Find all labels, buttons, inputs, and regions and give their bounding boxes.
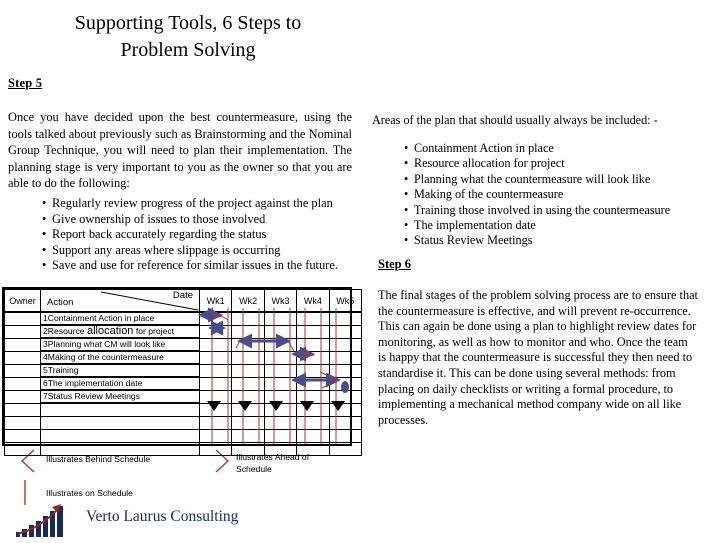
week-cell[interactable] bbox=[329, 339, 361, 352]
legend-ahead-line2: Schedule bbox=[236, 463, 272, 474]
step5-heading: Step 5 bbox=[8, 76, 43, 90]
week-cell[interactable] bbox=[297, 443, 329, 456]
week-cell[interactable] bbox=[329, 378, 361, 391]
table-row[interactable] bbox=[5, 326, 362, 339]
row-number: 3 bbox=[43, 339, 48, 349]
list-item-label: Containment Action in place bbox=[414, 141, 554, 155]
action-cell[interactable] bbox=[41, 378, 200, 391]
gantt-header-week bbox=[297, 290, 329, 313]
week-cell[interactable] bbox=[232, 365, 264, 378]
action-cell[interactable] bbox=[41, 404, 200, 417]
owner-cell[interactable] bbox=[5, 339, 41, 352]
bullet-icon: • bbox=[404, 156, 409, 171]
list-item bbox=[404, 187, 720, 202]
week-cell[interactable] bbox=[264, 417, 296, 430]
list-item-label: Support any areas where slippage is occurring bbox=[52, 242, 281, 257]
week-cell[interactable] bbox=[297, 312, 329, 326]
legend-behind-label: Illustrates Behind Schedule bbox=[46, 454, 151, 464]
bullet-icon: • bbox=[42, 227, 47, 242]
gantt-header-date-label: Date bbox=[172, 290, 193, 301]
list-item bbox=[404, 218, 720, 233]
table-row-empty[interactable] bbox=[5, 404, 362, 417]
gantt-header-action-label: Action bbox=[47, 297, 74, 308]
week-cell[interactable] bbox=[200, 339, 232, 352]
legend-on-schedule-label: Illustrates on Schedule bbox=[46, 488, 133, 498]
gantt-header-owner bbox=[5, 290, 41, 313]
row-text-emphasis: allocation bbox=[86, 325, 134, 337]
bullet-icon: • bbox=[42, 258, 47, 273]
gantt-header-owner-label: Owner bbox=[9, 295, 36, 306]
week-cell[interactable] bbox=[264, 312, 296, 326]
row-number: 2 bbox=[43, 326, 48, 336]
gantt-header-action-date bbox=[41, 290, 200, 313]
week-cell[interactable] bbox=[297, 352, 329, 365]
action-label bbox=[41, 326, 199, 338]
week-cell[interactable] bbox=[232, 326, 264, 339]
week-label: Wk3 bbox=[271, 295, 290, 306]
bullet-icon: • bbox=[404, 171, 409, 186]
plan-areas-bullet-list bbox=[404, 141, 720, 249]
step5-bullet-list bbox=[42, 196, 352, 274]
week-cell[interactable] bbox=[329, 430, 361, 443]
week-cell[interactable] bbox=[264, 352, 296, 365]
week-cell[interactable] bbox=[200, 404, 232, 417]
week-cell[interactable] bbox=[200, 417, 232, 430]
table-row[interactable] bbox=[5, 352, 362, 365]
week-label: Wk4 bbox=[303, 295, 322, 306]
week-cell[interactable] bbox=[200, 391, 232, 404]
week-cell[interactable] bbox=[329, 352, 361, 365]
owner-cell[interactable] bbox=[5, 391, 41, 404]
action-cell[interactable] bbox=[41, 443, 200, 456]
list-item bbox=[42, 258, 352, 274]
list-item-label: Give ownership of issues to those involved bbox=[52, 211, 266, 226]
week-label: Wk1 bbox=[206, 295, 225, 306]
list-item bbox=[404, 203, 720, 218]
gantt-header-week bbox=[232, 290, 264, 313]
owner-cell[interactable] bbox=[5, 443, 41, 456]
week-cell[interactable] bbox=[297, 365, 329, 378]
owner-cell[interactable] bbox=[5, 378, 41, 391]
action-label bbox=[41, 313, 199, 325]
action-cell[interactable] bbox=[41, 312, 200, 326]
week-cell[interactable] bbox=[264, 391, 296, 404]
owner-cell[interactable] bbox=[5, 365, 41, 378]
action-label bbox=[41, 391, 199, 403]
row-text: The implementation date bbox=[47, 378, 143, 388]
week-label: Wk5 bbox=[336, 295, 355, 306]
week-cell[interactable] bbox=[232, 417, 264, 430]
list-item-label: Status Review Meetings bbox=[414, 233, 533, 248]
list-item bbox=[404, 141, 720, 156]
week-cell[interactable] bbox=[329, 312, 361, 326]
row-number: 7 bbox=[43, 391, 48, 401]
step6-paragraph: The final stages of the problem solving process are to ensure that the countermeasure is effective, and will prevent re-occurrence. This can again be done using a plan to highlight review dates for monitoring, as well as how to monitor and who. Once the team is happy that the countermeasure is successful they then need to standardise it. This can be done using several methods: from placing on daily checklists or writing a formal procedure, to implementing a mechanical method company wide on all like processes. bbox=[378, 288, 698, 427]
week-cell[interactable] bbox=[232, 312, 264, 326]
gantt-header-week bbox=[329, 290, 361, 313]
list-item-label: Making of the countermeasure bbox=[414, 187, 564, 202]
week-cell[interactable] bbox=[232, 443, 264, 456]
bullet-icon: • bbox=[404, 141, 409, 155]
bullet-icon: • bbox=[404, 218, 409, 233]
list-item bbox=[404, 156, 720, 171]
week-cell[interactable] bbox=[264, 326, 296, 339]
bullet-icon: • bbox=[42, 211, 47, 226]
action-cell[interactable] bbox=[41, 326, 200, 339]
week-cell[interactable] bbox=[329, 404, 361, 417]
action-cell[interactable] bbox=[41, 430, 200, 443]
week-cell[interactable] bbox=[297, 417, 329, 430]
bullet-icon: • bbox=[42, 196, 47, 210]
row-number: 5 bbox=[43, 365, 48, 375]
week-cell[interactable] bbox=[329, 365, 361, 378]
page-title bbox=[18, 10, 358, 64]
row-text: Planning what CM will look like bbox=[47, 339, 166, 349]
row-text: Status Review Meetings bbox=[47, 391, 140, 401]
page-title-line1: Supporting Tools, 6 Steps to bbox=[74, 12, 302, 34]
action-cell[interactable] bbox=[41, 339, 200, 352]
bullet-icon: • bbox=[404, 202, 409, 217]
company-logo bbox=[14, 502, 264, 538]
table-row-empty[interactable] bbox=[5, 443, 362, 456]
owner-cell[interactable] bbox=[5, 312, 41, 326]
action-label bbox=[41, 339, 199, 351]
week-cell[interactable] bbox=[264, 404, 296, 417]
week-cell[interactable] bbox=[232, 378, 264, 391]
action-cell[interactable] bbox=[41, 352, 200, 365]
week-cell[interactable] bbox=[264, 378, 296, 391]
list-item-label: Resource allocation for project bbox=[414, 156, 565, 171]
list-item-label: Save and use for reference for similar issues in the future. bbox=[52, 258, 338, 273]
week-cell[interactable] bbox=[200, 365, 232, 378]
week-cell[interactable] bbox=[232, 352, 264, 365]
plan-areas-lead: Areas of the plan that should usually always be included: - bbox=[372, 113, 658, 127]
week-cell[interactable] bbox=[297, 326, 329, 339]
owner-cell[interactable] bbox=[5, 404, 41, 417]
bullet-icon: • bbox=[404, 233, 409, 248]
owner-cell[interactable] bbox=[5, 326, 41, 339]
week-cell[interactable] bbox=[264, 430, 296, 443]
list-item-label: The implementation date bbox=[414, 218, 536, 233]
table-row-empty[interactable] bbox=[5, 430, 362, 443]
row-number: 4 bbox=[43, 352, 48, 362]
owner-cell[interactable] bbox=[5, 417, 41, 430]
row-number: 6 bbox=[43, 378, 48, 388]
week-cell[interactable] bbox=[297, 391, 329, 404]
list-item bbox=[42, 196, 352, 212]
row-text: for project bbox=[133, 326, 175, 336]
table-row[interactable] bbox=[5, 391, 362, 404]
week-cell[interactable] bbox=[264, 365, 296, 378]
action-cell[interactable] bbox=[41, 365, 200, 378]
page-title-line2: Problem Solving bbox=[120, 39, 256, 61]
legend-ahead-line1: Illustrates Ahead of bbox=[236, 452, 310, 462]
owner-cell[interactable] bbox=[5, 430, 41, 443]
week-cell[interactable] bbox=[264, 339, 296, 352]
week-cell[interactable] bbox=[297, 430, 329, 443]
action-label bbox=[41, 378, 199, 390]
week-cell[interactable] bbox=[297, 339, 329, 352]
gantt-chart[interactable] bbox=[2, 287, 355, 446]
week-cell[interactable] bbox=[329, 326, 361, 339]
week-cell[interactable] bbox=[297, 378, 329, 391]
action-label bbox=[41, 365, 199, 377]
bullet-icon: • bbox=[42, 242, 47, 257]
gantt-header-week bbox=[264, 290, 296, 313]
table-row[interactable] bbox=[5, 378, 362, 391]
list-item bbox=[404, 172, 720, 187]
logo-bars-icon bbox=[14, 502, 80, 538]
list-item bbox=[42, 212, 352, 228]
bullet-icon: • bbox=[404, 187, 409, 202]
list-item bbox=[42, 243, 352, 259]
action-cell[interactable] bbox=[41, 417, 200, 430]
action-label bbox=[41, 352, 199, 364]
gantt-header-row bbox=[5, 290, 362, 313]
week-cell[interactable] bbox=[329, 443, 361, 456]
step6-heading: Step 6 bbox=[378, 257, 411, 271]
week-cell[interactable] bbox=[200, 443, 232, 456]
week-cell[interactable] bbox=[264, 443, 296, 456]
week-cell[interactable] bbox=[232, 430, 264, 443]
list-item bbox=[42, 227, 352, 243]
week-cell[interactable] bbox=[232, 404, 264, 417]
action-cell[interactable] bbox=[41, 391, 200, 404]
week-cell[interactable] bbox=[200, 326, 232, 339]
week-cell[interactable] bbox=[329, 391, 361, 404]
list-item-label: Regularly review progress of the project against the plan bbox=[52, 196, 333, 210]
step5-paragraph: Once you have decided upon the best countermeasure, using the tools talked about previously such as Brainstorming and the Nominal Group Technique, you will need to plan their implementation. The planning stage is very important to you as the owner so that you are able to do the following: bbox=[8, 110, 352, 191]
row-number: 1 bbox=[43, 313, 48, 323]
week-cell[interactable] bbox=[200, 352, 232, 365]
table-row[interactable] bbox=[5, 365, 362, 378]
week-cell[interactable] bbox=[329, 417, 361, 430]
row-text: Containment Action in place bbox=[47, 313, 155, 323]
week-cell[interactable] bbox=[232, 391, 264, 404]
list-item-label: Planning what the countermeasure will look like bbox=[414, 171, 651, 186]
week-cell[interactable] bbox=[200, 378, 232, 391]
gantt-table[interactable] bbox=[4, 289, 362, 456]
owner-cell[interactable] bbox=[5, 352, 41, 365]
row-text: Making of the countermeasure bbox=[47, 352, 164, 362]
table-row[interactable] bbox=[5, 339, 362, 352]
gantt-header-week bbox=[200, 290, 232, 313]
row-text: Resource bbox=[47, 326, 87, 336]
list-item-label: Training those involved in using the countermeasure bbox=[414, 202, 671, 217]
row-text: Training bbox=[47, 365, 79, 375]
week-cell[interactable] bbox=[200, 312, 232, 326]
week-label: Wk2 bbox=[239, 295, 258, 306]
week-cell[interactable] bbox=[200, 430, 232, 443]
logo-text: Verto Laurus Consulting bbox=[86, 508, 239, 525]
table-row[interactable] bbox=[5, 312, 362, 326]
table-row-empty[interactable] bbox=[5, 417, 362, 430]
week-cell[interactable] bbox=[232, 339, 264, 352]
week-cell[interactable] bbox=[297, 404, 329, 417]
list-item bbox=[404, 233, 720, 248]
list-item-label: Report back accurately regarding the status bbox=[52, 227, 267, 242]
